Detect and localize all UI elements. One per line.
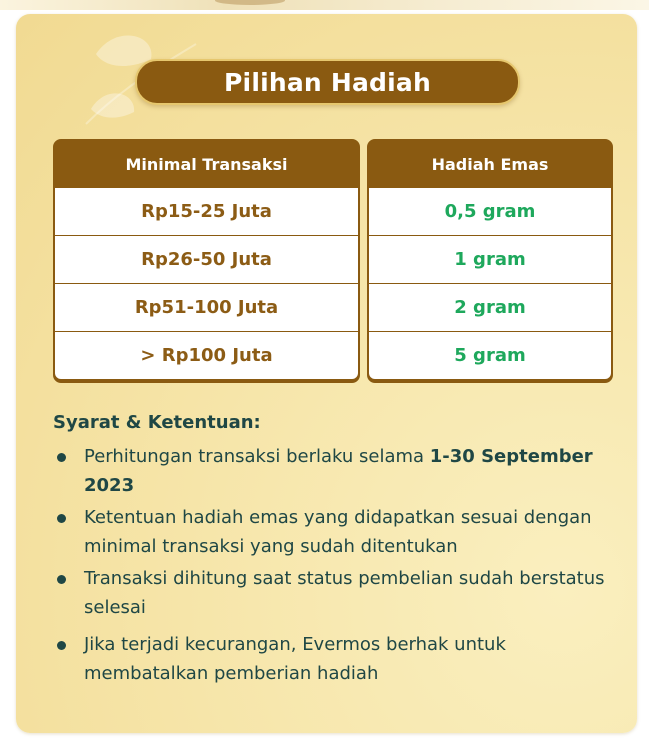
- top-banner-strip: [0, 0, 649, 10]
- banner-decoration: [215, 0, 285, 5]
- list-item: [53, 442, 613, 500]
- page-title: Pilihan Hadiah: [135, 59, 520, 105]
- gold-reward-column: [367, 139, 613, 383]
- min-transaction-column: [53, 139, 360, 383]
- column-header-min-transaction: Minimal Transaksi: [125, 154, 288, 174]
- list-item: [53, 630, 613, 688]
- table-cell-gift: 0,5 gram: [369, 188, 611, 235]
- table-cell-min: > Rp100 Juta: [55, 332, 358, 379]
- bullet-icon: [57, 641, 66, 650]
- terms-section: [53, 410, 613, 691]
- table-cell-min: Rp26-50 Juta: [55, 236, 358, 283]
- bullet-icon: [57, 575, 66, 584]
- term-text: Transaksi dihitung saat status pembelian sudah berstatus selesai: [84, 568, 605, 618]
- terms-title: Syarat & Ketentuan:: [53, 412, 261, 433]
- list-item: [53, 503, 613, 561]
- table-cell-min: Rp15-25 Juta: [55, 188, 358, 235]
- list-item: [53, 564, 613, 622]
- column-header-gold-reward: Hadiah Emas: [431, 154, 549, 174]
- term-text: Ketentuan hadiah emas yang didapatkan sesuai dengan minimal transaksi yang sudah ditentukan: [84, 507, 592, 557]
- bullet-icon: [57, 453, 66, 462]
- term-text: Jika terjadi kecurangan, Evermos berhak untuk membatalkan pemberian hadiah: [84, 634, 506, 684]
- reward-card: [16, 14, 637, 733]
- bullet-icon: [57, 514, 66, 523]
- term-text: Perhitungan transaksi berlaku selama: [84, 446, 430, 467]
- table-cell-gift: 5 gram: [369, 332, 611, 379]
- term-date-highlight: 1-30 September 2023: [84, 446, 593, 496]
- terms-list: [53, 442, 613, 688]
- table-cell-gift: 2 gram: [369, 284, 611, 331]
- table-cell-min: Rp51-100 Juta: [55, 284, 358, 331]
- table-cell-gift: 1 gram: [369, 236, 611, 283]
